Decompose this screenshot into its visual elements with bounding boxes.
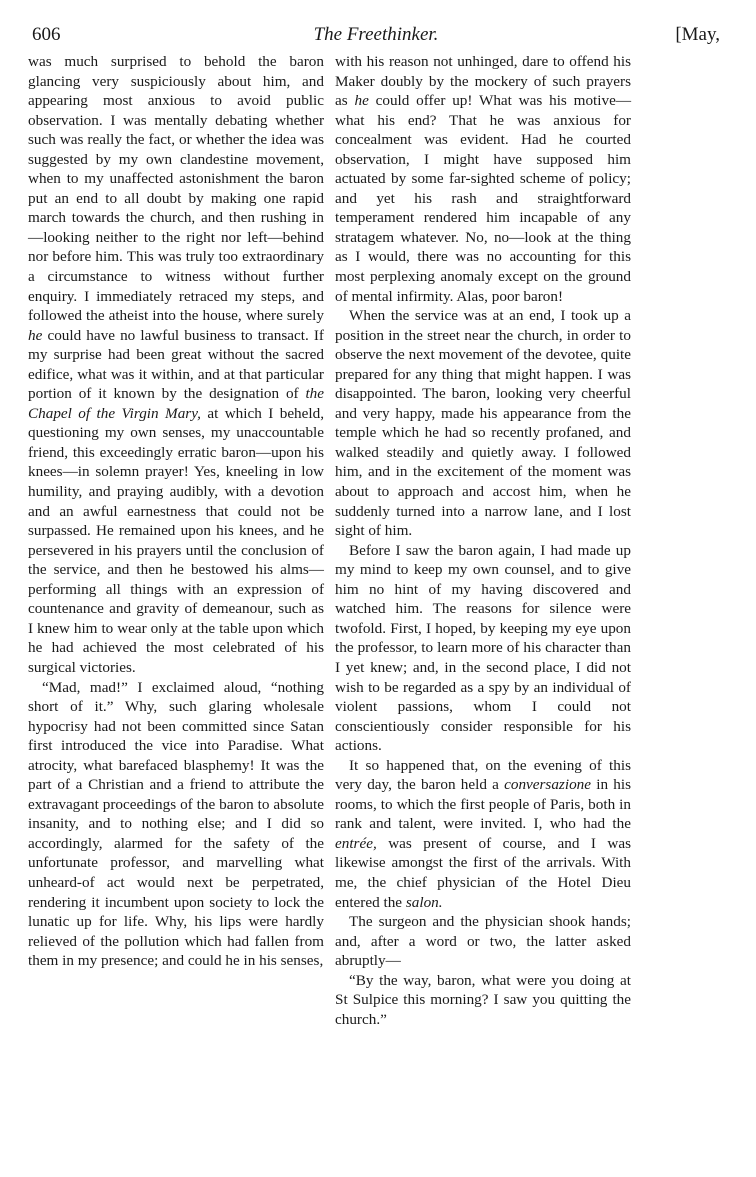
italic-text: conversazione <box>504 776 591 794</box>
paragraph <box>335 541 631 756</box>
text-run: The surgeon and the physician shook hands; and, after a word or two, the latter asked abruptly— <box>335 913 631 970</box>
text-run: could have no lawful business to transact. If my surprise had been great without the sacred edifice, what was it within, and at that particular portion of it known by the designation of <box>28 326 324 403</box>
header-month: [May, <box>675 24 720 45</box>
text-run: with his reason not unhinged, dare to offend his Maker doubly by the mockery of such prayers as <box>335 53 631 110</box>
journal-title: The Freethinker. <box>313 24 439 45</box>
text-run: was present of course, and I was likewise amongst the first of the arrivals. With me, the chief physician of the Hotel Dieu entered the <box>335 834 631 911</box>
italic-text: entrée, <box>335 834 377 852</box>
text-run: could offer up! What was his motive—what his end? That he was anxious for concealment was evident. Had he courted observation, I might have supposed him actuated by some far-sighted scheme of policy; and yet his rash and straightforward temperament rendered him incapable of any stratagem whatever. No, no—look at the thing as I would, there was no accounting for this most perplexing anomaly except on the ground of mental infirmity. Alas, poor baron! <box>335 92 632 305</box>
paragraph <box>335 756 631 912</box>
paragraph <box>335 52 631 306</box>
left-column <box>28 52 324 971</box>
paragraph <box>335 912 631 971</box>
italic-text: salon. <box>405 893 443 911</box>
text-run: “By the way, baron, what were you doing at St Sulpice this morning? I saw you quitting the church.” <box>335 971 631 1028</box>
paragraph <box>28 52 324 678</box>
text-run: “Mad, mad!” I exclaimed aloud, “nothing short of it.” Why, such glaring wholesale hypocrisy had not been committed since Satan first introduced the vice into Paradise. What atrocity, what barefaced blasphemy! It was the part of a Christian and a friend to attribute the extravagant proceedings of the baron to absolute insanity, and to nothing else; and I did so accordingly, alarmed for the safety of the unfortunate professor, and marvelling what unheard-of act would next be perpetrated, rendering it incumbent upon society to lock the lunatic up for life. Why, his lips were hardly relieved of the pollution which had fallen from them in my presence; and could he in his senses, <box>28 678 324 970</box>
text-run: Before I saw the baron again, I had made up my mind to keep my own counsel, and to give him no hint of my having discovered and watched him. The reasons for silence were twofold. First, I hoped, by keeping my eye upon the professor, to learn more of his character than I yet knew; and, in the second place, I did not wish to be regarded as a spy by an individual of violent passions, whom I could not conscientiously consider responsible for his actions. <box>335 541 631 755</box>
text-run: It so happened that, on the evening of this very day, the baron held a <box>335 756 631 794</box>
running-header <box>32 24 720 50</box>
text-run: in his rooms, to which the first people of Paris, both in rank and talent, were invited. I, who had the <box>335 776 631 833</box>
right-column <box>335 52 631 1029</box>
italic-text: he <box>28 326 43 344</box>
italic-text: the Chapel of the Virgin Mary, <box>28 385 324 422</box>
text-run: was much surprised to behold the baron glancing very suspiciously about him, and appearing most anxious to avoid public observation. I was mentally debating whether such was really the fact, or whether the idea was suggested by my own clandestine movement, when to my unaffected astonishment the baron put an end to all doubt by making one rapid march towards the church, and then rushing in—looking neither to the right nor left—behind nor before him. This was truly too extraordinary a circumstance to witness without further enquiry. I immediately retraced my steps, and followed the atheist into the house, where surely <box>28 53 324 325</box>
text-run: at which I beheld, questioning my own senses, my unaccountable friend, this exceedingly erratic baron—upon his knees—in solemn prayer! Yes, kneeling in low humility, and praying audibly, with a devotion and an awful earnestness that could not be surpassed. He remained upon his knees, and he persevered in his prayers until the conclusion of the service, and then he bestowed his alms—performing all things with an expression of countenance and gravity of demeanour, such as I knew him to wear only at the table upon which he had achieved the most celebrated of his surgical victories. <box>28 404 324 676</box>
text-run: When the service was at an end, I took up a position in the street near the church, in order to observe the next movement of the devotee, quite prepared for any thing that might happen. I was disappointed. The baron, looking very cheerful and very happy, made his appearance from the temple which he had so recently profaned, and walked steadily and quietly away. I followed him, and in the excitement of the moment was about to approach and accost him, when he suddenly turned into a narrow lane, and I lost sight of him. <box>335 307 631 540</box>
paragraph <box>28 678 324 971</box>
paragraph <box>335 306 631 541</box>
page-number: 606 <box>32 24 61 45</box>
paragraph <box>335 971 631 1030</box>
italic-text: he <box>354 92 369 110</box>
